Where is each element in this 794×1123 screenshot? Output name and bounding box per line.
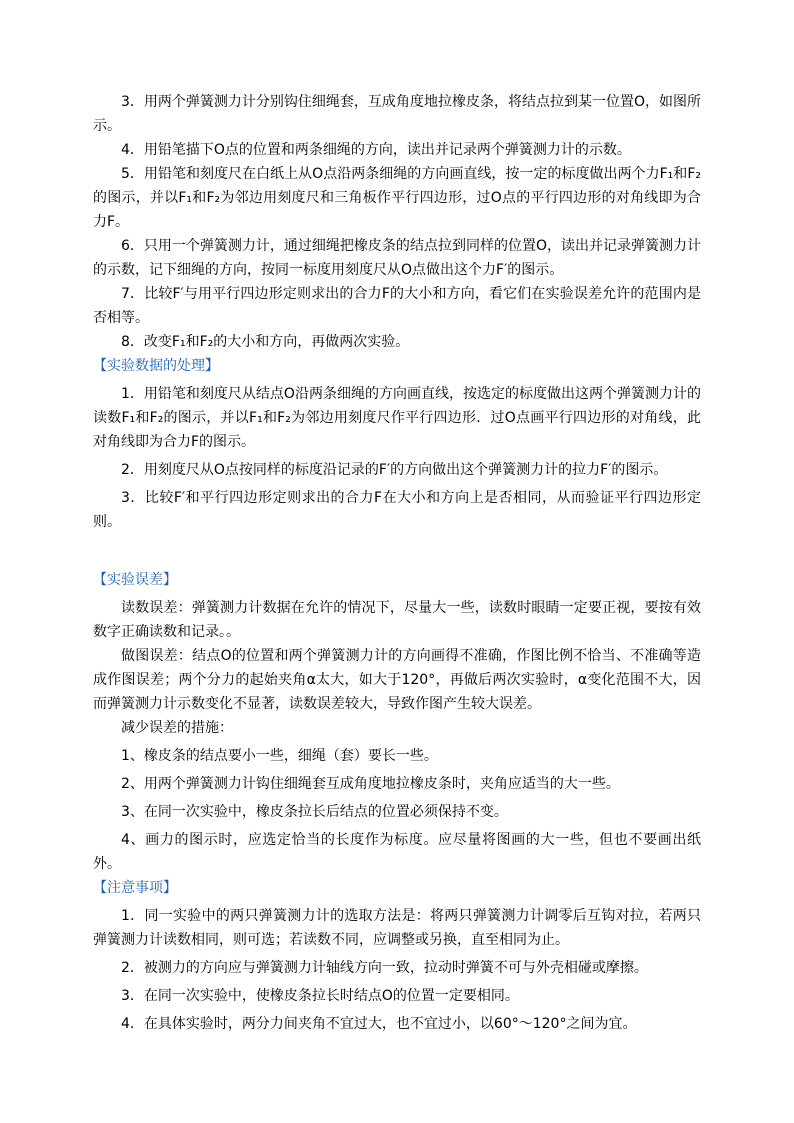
note-3: 3．在同一次实验中，使橡皮条拉长时结点O的位置一定要相同。 xyxy=(121,988,519,1004)
drawing-error: 做图误差：结点O的位置和两个弹簧测力计的方向画得不准确，作图比例不恰当、不准确等造成作图误差；两个分力的起始夹角α太大，如大于120°，再做后两次实验时，α变化范围不大，因而弹簧测力计示数变化不显著，读数误差较大，导致作图产生较大误差。 xyxy=(93,648,701,712)
data-processing-heading: 【实验数据的处理】 xyxy=(93,358,219,374)
reduce-error-2: 2、用两个弹簧测力计钩住细绳套互成角度地拉橡皮条时，夹角应适当的大一些。 xyxy=(121,776,620,792)
notes-heading: 【注意事项】 xyxy=(93,880,177,896)
steps-section xyxy=(93,90,701,354)
data-processing-item-3: 3．比较F′和平行四边形定则求出的合力F在大小和方向上是否相同，从而验证平行四边形定则。 xyxy=(93,490,701,530)
reduce-error-1: 1、橡皮条的结点要小一些，细绳（套）要长一些。 xyxy=(121,748,438,764)
data-processing-item-1: 1．用铅笔和刻度尺从结点O沿两条细绳的方向画直线，按选定的标度做出这两个弹簧测力计的读数F₁和F₂的图示，并以F₁和F₂为邻边用刻度尺作平行四边形．过O点画平行四边形的对角线，此对角线即为合力F的图示。 xyxy=(93,386,701,450)
note-1: 1．同一实验中的两只弹簧测力计的选取方法是：将两只弹簧测力计调零后互钩对拉，若两只弹簧测力计读数相同，则可选；若读数不同，应调整或另换，直至相同为止。 xyxy=(93,908,701,948)
data-processing-section xyxy=(93,354,701,534)
note-2: 2．被测力的方向应与弹簧测力计轴线方向一致，拉动时弹簧不可与外壳相碰或摩擦。 xyxy=(121,960,648,976)
errors-section xyxy=(93,568,701,876)
step-8: 8．改变F₁和F₂的大小和方向，再做两次实验。 xyxy=(121,334,410,350)
errors-heading: 【实验误差】 xyxy=(93,572,177,588)
data-processing-item-2: 2．用刻度尺从O点按同样的标度沿记录的F′的方向做出这个弹簧测力计的拉力F′的图示。 xyxy=(121,462,668,478)
step-5: 5．用铅笔和刻度尺在白纸上从O点沿两条细绳的方向画直线，按一定的标度做出两个力F₁和F₂的图示，并以F₁和F₂为邻边用刻度尺和三角板作平行四边形，过O点的平行四边形的对角线即为合力F。 xyxy=(93,166,701,230)
step-6: 6．只用一个弹簧测力计，通过细绳把橡皮条的结点拉到同样的位置O，读出并记录弹簧测力计的示数，记下细绳的方向，按同一标度用刻度尺从O点做出这个力F′的图示。 xyxy=(93,238,701,278)
note-4: 4．在具体实验时，两分力间夹角不宜过大，也不宜过小，以60°～120°之间为宜。 xyxy=(121,1016,637,1032)
reduce-error-3: 3、在同一次实验中，橡皮条拉长后结点的位置必须保持不变。 xyxy=(121,804,508,820)
reading-error: 读数误差：弹簧测力计数据在允许的情况下，尽量大一些，读数时眼睛一定要正视，要按有效数字正确读数和记录。。 xyxy=(93,600,701,640)
step-7: 7．比较F′与用平行四边形定则求出的合力F的大小和方向，看它们在实验误差允许的范围内是否相等。 xyxy=(93,286,701,326)
step-3: 3．用两个弹簧测力计分别钩住细绳套，互成角度地拉橡皮条，将结点拉到某一位置O，如图所示。 xyxy=(93,94,701,134)
step-4: 4．用铅笔描下O点的位置和两条细绳的方向，读出并记录两个弹簧测力计的示数。 xyxy=(121,142,631,158)
notes-section xyxy=(93,876,701,1036)
document-page xyxy=(93,90,701,1036)
reduce-error-4: 4、画力的图示时，应选定恰当的长度作为标度。应尽量将图画的大一些，但也不要画出纸外。 xyxy=(93,832,701,872)
reduce-error-title: 减少误差的措施： xyxy=(121,720,233,736)
